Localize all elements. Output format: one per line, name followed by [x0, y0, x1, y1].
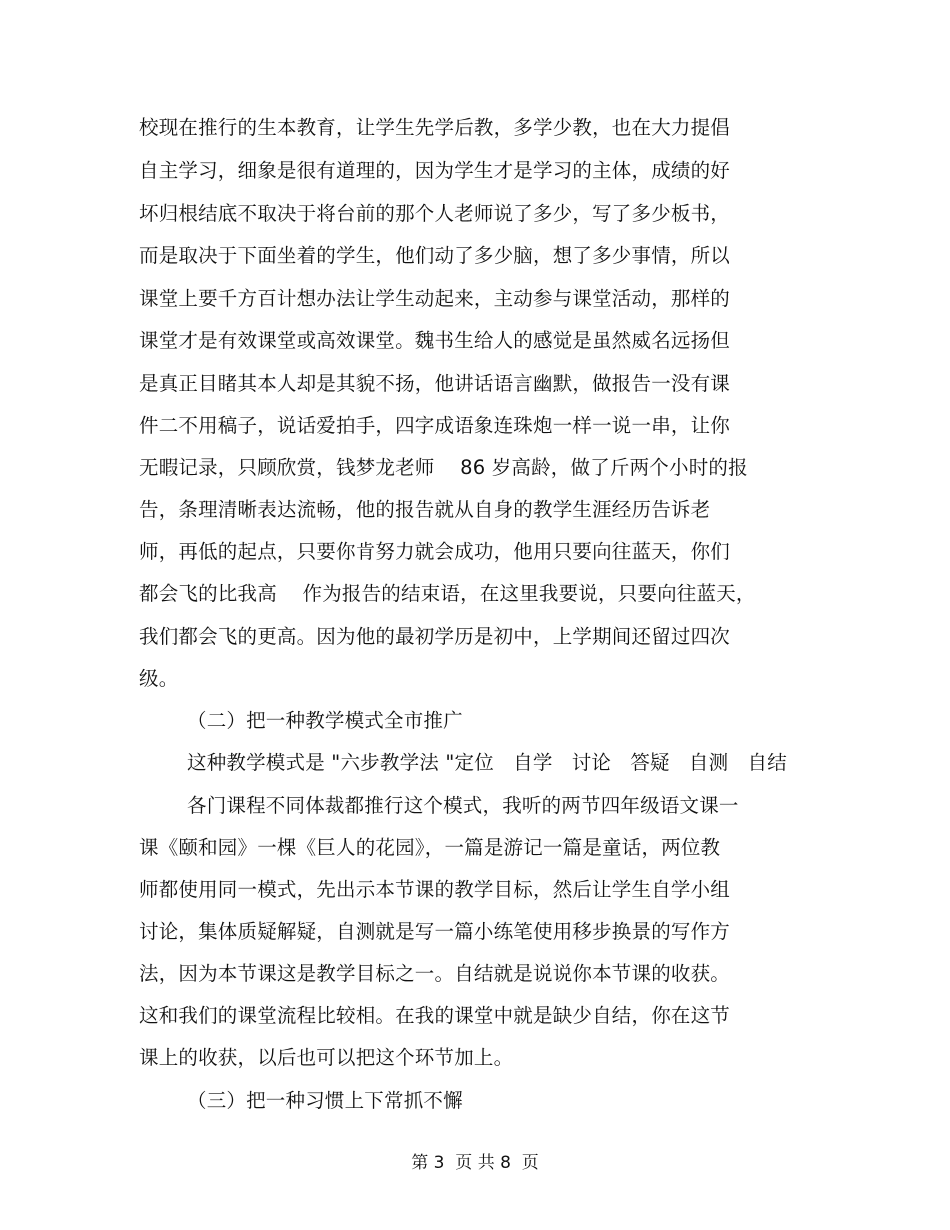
body-line: 是真正目睹其本人却是其貌不扬，他讲话语言幽默，做报告一没有课: [139, 372, 731, 395]
body-line: 告，条理清晰表达流畅，他的报告就从自身的教学生涯经历告诉老: [139, 498, 711, 521]
body-line: 课《颐和园》一棵《巨人的花园》，一篇是游记一篇是童话，两位教: [139, 836, 721, 859]
section-heading: （三）把一种习惯上下常抓不懈: [187, 1089, 463, 1112]
body-line: 校现在推行的生本教育，让学生先学后教，多学少教，也在大力提倡: [139, 116, 731, 139]
page-number-footer: 第 3 页 共 8 页: [411, 1153, 539, 1173]
body-line: 无暇记录，只顾欣赏，钱梦龙老师 86 岁高龄，做了斤两个小时的报: [139, 456, 748, 479]
body-line: 自主学习，细象是很有道理的，因为学生才是学习的主体，成绩的好: [139, 159, 731, 182]
body-line: 坏归根结底不取决于将台前的那个人老师说了多少，写了多少板书，: [139, 202, 731, 225]
body-line: 讨论，集体质疑解疑，自测就是写一篇小练笔使用移步换景的写作方: [139, 920, 731, 943]
body-line: 级。: [139, 667, 179, 690]
body-line: 师都使用同一模式，先出示本节课的教学目标，然后让学生自学小组: [139, 878, 731, 901]
body-line: 课堂上要千方百计想办法让学生动起来，主动参与课堂活动，那样的: [139, 287, 731, 310]
body-line: 课上的收获，以后也可以把这个环节加上。: [139, 1046, 514, 1069]
body-line: 这种教学模式是 "六步教学法 "定位 自学 讨论 答疑 自测 自结: [187, 751, 787, 774]
section-heading: （二）把一种教学模式全市推广: [187, 709, 463, 732]
body-line: 师，再低的起点，只要你肯努力就会成功，他用只要向往蓝天，你们: [139, 540, 731, 563]
body-line: 我们都会飞的更高。因为他的最初学历是初中，上学期间还留过四次: [139, 625, 731, 648]
body-line: 这和我们的课堂流程比较相。在我的课堂中就是缺少自结，你在这节: [139, 1004, 731, 1027]
body-line: 各门课程不同体裁都推行这个模式，我听的两节四年级语文课一: [187, 794, 739, 817]
body-line: 课堂才是有效课堂或高效课堂。魏书生给人的感觉是虽然威名远扬但: [139, 329, 731, 352]
body-line: 而是取决于下面坐着的学生，他们动了多少脑，想了多少事情，所以: [139, 244, 731, 267]
body-line: 件二不用稿子，说话爱拍手，四字成语象连珠炮一样一说一串，让你: [139, 414, 731, 437]
body-line: 都会飞的比我高 作为报告的结束语，在这里我要说，只要向往蓝天，: [139, 582, 756, 605]
body-line: 法，因为本节课这是教学目标之一。自结就是说说你本节课的收获。: [139, 962, 731, 985]
